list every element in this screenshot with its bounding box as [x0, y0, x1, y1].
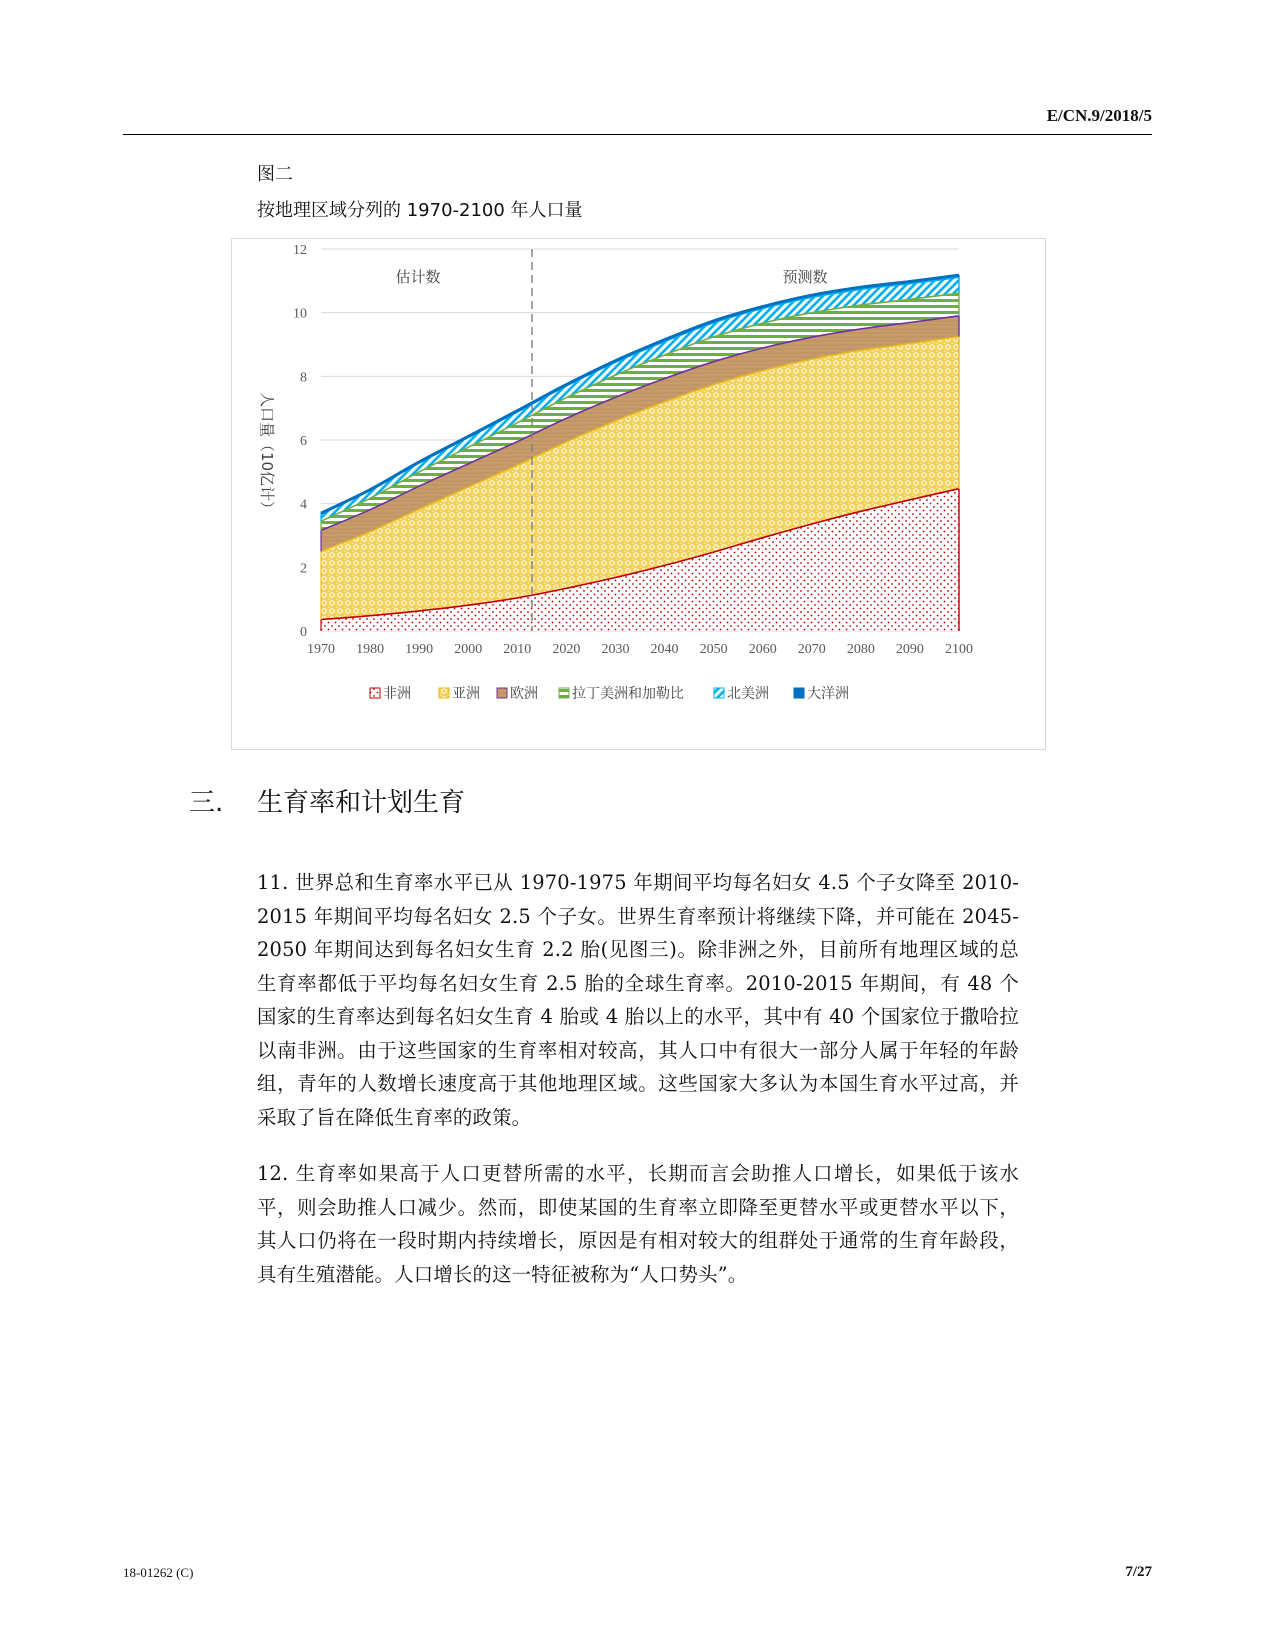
figure-label: 图二 [257, 164, 293, 185]
x-tick-label: 2030 [601, 642, 630, 657]
legend-item [439, 686, 480, 702]
section-title: 生育率和计划生育 [257, 788, 466, 818]
legend-item [497, 686, 538, 702]
legend-swatch [439, 688, 449, 698]
annotation-projection: 预测数 [782, 268, 828, 286]
y-tick-label: 2 [300, 561, 307, 577]
paragraph-12: 12. 生育率如果高于人口更替所需的水平，长期而言会助推人口增长，如果低于该水平，则会助推人口减少。然而，即使某国的生育率立即降至更替水平或更替水平以下，其人口仍将在一段时期内持续增长，原因是有相对较大的组群处于通常的生育年龄段，具有生殖潜能。人口增长的这一特征被称为“人口势头”。 [257, 1162, 1019, 1286]
legend [370, 685, 849, 702]
annotation-estimate: 估计数 [395, 268, 441, 286]
x-tick-label: 1970 [307, 642, 335, 657]
x-tick-label: 1990 [405, 642, 434, 657]
header-rule [123, 134, 1152, 135]
x-tick-label: 2100 [945, 642, 973, 657]
footer-doc-number: 18-01262 (C) [123, 1565, 194, 1580]
paragraph-11: 11. 世界总和生育率水平已从 1970-1975 年期间平均每名妇女 4.5 个子女降至 2010-2015 年期间平均每名妇女 2.5 个子女。世界生育率预计将继续下降，并可能在 2045-2050 年期间达到每名妇女生育 2.2 胎(见图三)。除非洲之外，目前所有地理区域的总生育率都低于平均每名妇女生育 2.5 胎的全球生育率。2010-2015 年期间，有 48 个国家的生育率达到每名妇女生育 4 胎或 4 胎以上的水平，其中有 40 个国家位于撒哈拉以南非洲。由于这些国家的生育率相对较高，其人口中有很大一部分人属于年轻的年龄组，青年的人数增长速度高于其他地理区域。这些国家大多认为本国生育水平过高，并采取了旨在降低生育率的政策。 [257, 871, 1019, 1129]
legend-item [559, 685, 684, 702]
y-axis-label: 人口量（10亿计） [258, 391, 276, 517]
x-tick-label: 2090 [895, 642, 924, 657]
y-tick-label: 8 [300, 370, 307, 386]
section-number: 三. [189, 788, 224, 818]
chart-svg [232, 239, 1047, 751]
legend-swatch [497, 688, 507, 698]
legend-swatch [794, 688, 804, 698]
x-tick-label: 2000 [454, 642, 483, 657]
legend-label: 拉丁美洲和加勒比 [572, 686, 684, 702]
x-tick-label: 2020 [552, 642, 581, 657]
x-tick-label: 2010 [503, 642, 532, 657]
y-tick-label: 10 [293, 306, 307, 322]
population-chart [231, 238, 1046, 750]
x-tick-label: 2070 [797, 642, 826, 657]
y-tick-label: 6 [300, 434, 307, 449]
legend-item [714, 686, 769, 702]
y-tick-label: 4 [300, 497, 307, 513]
legend-swatch [559, 688, 569, 698]
x-tick-label: 2080 [846, 642, 875, 657]
x-tick-label: 2050 [699, 642, 728, 657]
page-number: 7/27 [1125, 1564, 1152, 1580]
legend-swatch [370, 688, 380, 698]
legend-label: 亚洲 [452, 686, 480, 702]
x-tick-label: 2060 [748, 642, 777, 657]
x-tick-label: 2040 [650, 642, 679, 657]
y-tick-label: 12 [293, 243, 307, 258]
x-tick-label: 1980 [356, 642, 385, 657]
legend-label: 大洋洲 [807, 686, 849, 702]
section-heading [189, 782, 465, 819]
legend-label: 北美洲 [727, 686, 769, 702]
legend-item [370, 686, 411, 702]
document-symbol: E/CN.9/2018/5 [1046, 106, 1152, 125]
legend-label: 非洲 [383, 686, 411, 702]
y-tick-label: 0 [300, 625, 307, 640]
legend-label: 欧洲 [510, 686, 538, 702]
figure-title: 按地理区域分列的 1970-2100 年人口量 [257, 200, 583, 221]
legend-swatch [714, 688, 724, 698]
legend-item [794, 685, 849, 702]
